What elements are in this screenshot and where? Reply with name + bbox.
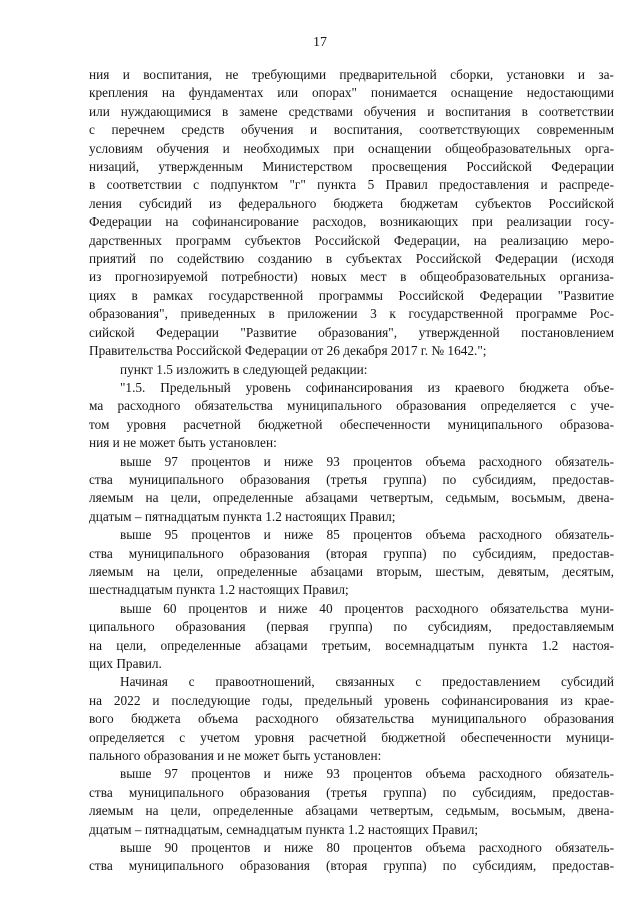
text-line: том уровня расчетной бюджетной обеспеченности муниципального образова-	[89, 416, 614, 432]
text-line: ляемым на цели, определенные абзацами четвертым, седьмым, восьмым, двена-	[89, 490, 614, 506]
text-line: образования", приведенных в приложении 3 к государственной программе Рос-	[89, 306, 614, 322]
text-line: Правительства Российской Федерации от 26 декабря 2017 г. № 1642.";	[89, 343, 487, 359]
text-line: условиям обучения и необходимых при оснащении общеобразовательных орга-	[89, 140, 614, 156]
text-line: ства муниципального образования (вторая группа) по субсидиям, предостав-	[89, 858, 614, 874]
text-line: шестнадцатым пункта 1.2 настоящих Правил;	[89, 582, 349, 598]
text-line: ляемым на цели, определенные абзацами четвертым, седьмым, восьмым, двена-	[89, 803, 614, 819]
text-line: из прогнозируемой потребности) новых мест в общеобразовательных организа-	[89, 269, 614, 285]
text-line: пункт 1.5 изложить в следующей редакции:	[120, 361, 368, 377]
text-line: Начиная с правоотношений, связанных с предоставлением субсидий	[120, 674, 614, 690]
text-line: выше 95 процентов и ниже 85 процентов объема расходного обязатель-	[120, 527, 614, 543]
text-line: ства муниципального образования (третья группа) по субсидиям, предостав-	[89, 471, 614, 487]
text-line: выше 97 процентов и ниже 93 процентов объема расходного обязатель-	[120, 453, 614, 469]
text-line: Федерации на софинансирование расходов, возникающих при реализации госу-	[89, 214, 614, 230]
document-body	[89, 66, 614, 876]
text-line: ления субсидий из федерального бюджета бюджетам субъектов Российской	[89, 195, 614, 211]
text-line: или нуждающимися в замене средствами обучения и воспитания в соответствии	[89, 103, 614, 119]
text-line: низаций, утвержденным Министерством просвещения Российской Федерации	[89, 159, 614, 175]
text-line: ства муниципального образования (третья группа) по субсидиям, предостав-	[89, 784, 614, 800]
text-line: щих Правил.	[89, 656, 162, 671]
text-line: дцатым – пятнадцатым пункта 1.2 настоящих Правил;	[89, 508, 396, 524]
text-line: крепления на фундаментах или опорах" понимается оснащение недостающими	[89, 85, 614, 101]
text-line: циях в рамках государственной программы Российской Федерации "Развитие	[89, 287, 614, 303]
text-line: ния и не может быть установлен:	[89, 435, 277, 451]
text-line: дарственных программ субъектов Российской Федерации, на реализацию меро-	[89, 232, 614, 248]
text-line: определяется с учетом уровня расчетной бюджетной обеспеченности муници-	[89, 729, 614, 745]
text-line: пального образования и не может быть установлен:	[89, 748, 382, 764]
text-line: выше 90 процентов и ниже 80 процентов объема расходного обязатель-	[120, 840, 614, 856]
text-line: "1.5. Предельный уровень софинансирования из краевого бюджета объе-	[120, 379, 614, 395]
text-line: ния и воспитания, не требующими предварительной сборки, установки и за-	[89, 67, 614, 82]
text-line: выше 60 процентов и ниже 40 процентов расходного обязательства муни-	[120, 600, 614, 616]
text-line: ляемым на цели, определенные абзацами вторым, шестым, девятым, десятым,	[89, 563, 614, 579]
text-line: на цели, определенные абзацами третьим, восемнадцатым пункта 1.2 настоя-	[89, 637, 614, 653]
text-line: с перечнем средств обучения и воспитания, соответствующих современным	[89, 122, 614, 138]
text-line: ма расходного обязательства муниципального образования определяется с уче-	[89, 398, 614, 414]
text-line: на 2022 и последующие годы, предельный уровень софинансирования из крае-	[89, 692, 614, 708]
text-line: сийской Федерации "Развитие образования", утвержденной постановлением	[89, 324, 614, 340]
text-line: дцатым – пятнадцатым, семнадцатым пункта 1.2 настоящих Правил;	[89, 821, 479, 837]
text-line: выше 97 процентов и ниже 93 процентов объема расходного обязатель-	[120, 766, 614, 782]
text-line: вого бюджета объема расходного обязательства муниципального образования	[89, 711, 614, 727]
text-line: в соответствии с подпунктом "г" пункта 5 Правил предоставления и распреде-	[89, 177, 614, 193]
text-line: ципального образования (первая группа) по субсидиям, предоставляемым	[89, 619, 614, 635]
page-number: 17	[313, 35, 327, 50]
text-line: приятий по содействию созданию в субъектах Российской Федерации (исходя	[89, 251, 614, 267]
text-line: ства муниципального образования (вторая группа) по субсидиям, предостав-	[89, 545, 614, 561]
